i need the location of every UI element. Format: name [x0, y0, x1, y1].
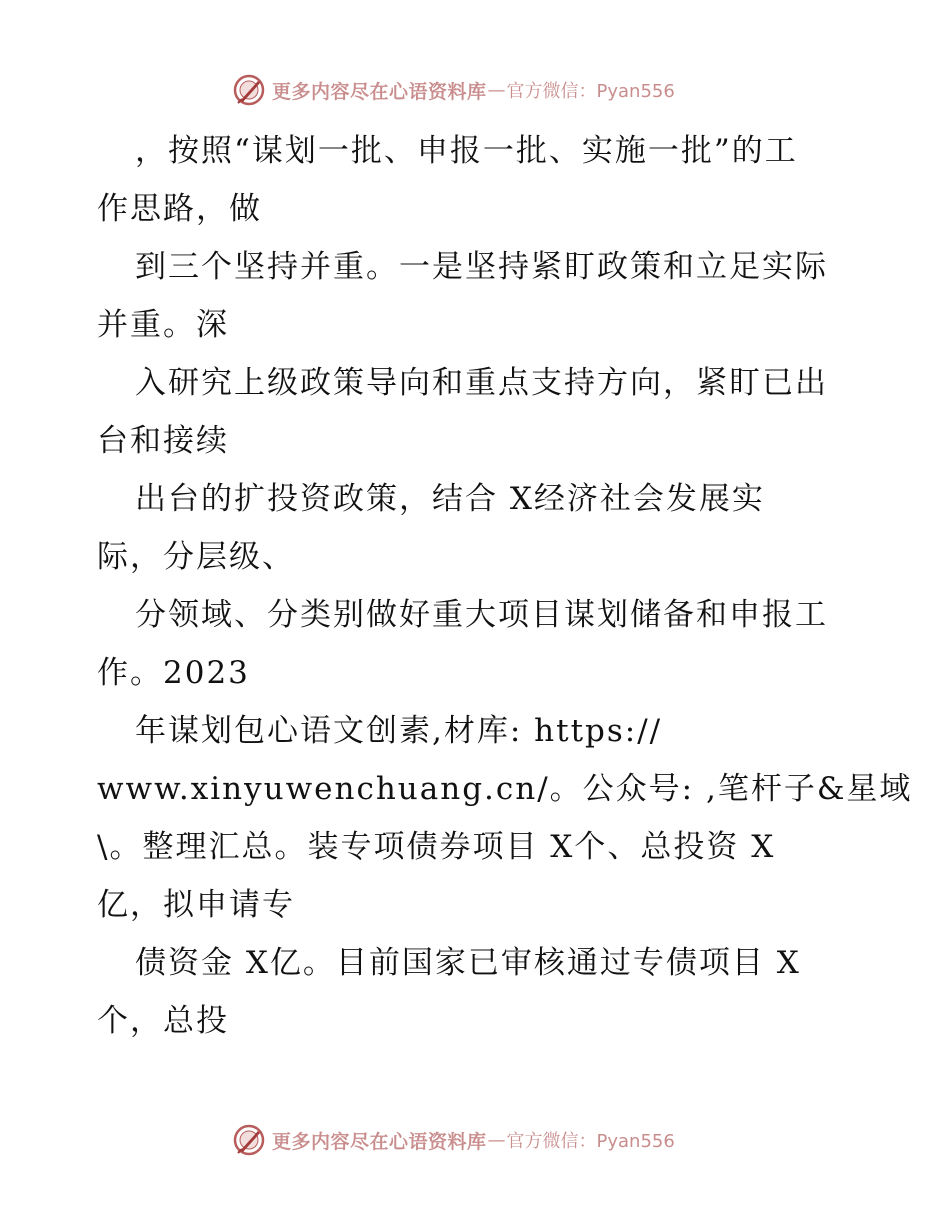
- text-line: 到三个坚持并重。一是坚持紧盯政策和立足实际: [135, 249, 828, 285]
- banner-separator: —: [487, 1129, 506, 1151]
- text-line: ，按照“谋划一批、申报一批、实施一批”的工: [135, 133, 798, 169]
- text-line: 亿，拟申请专: [97, 887, 295, 923]
- text-line: 年谋划包心语文创素,材库: https://: [135, 713, 663, 749]
- text-line: 债资金 X亿。目前国家已审核通过专债项目 X: [135, 945, 801, 981]
- seal-quill-icon: [232, 73, 266, 107]
- banner-separator: —: [487, 79, 506, 101]
- brand-text: 更多内容尽在心语资料库: [272, 1130, 487, 1153]
- text-line: 入研究上级政策导向和重点支持方向，紧盯已出: [135, 365, 828, 401]
- text-line: 作。2023: [97, 655, 250, 691]
- brand-text: 更多内容尽在心语资料库: [272, 80, 487, 103]
- text-line: \。整理汇总。装专项债券项目 X个、总投资 X: [97, 829, 776, 865]
- seal-quill-icon: [232, 1123, 266, 1157]
- wechat-id: 官方微信：Pyan556: [506, 1131, 675, 1152]
- text-line: 个，总投: [97, 1003, 229, 1039]
- text-line: 台和接续: [97, 423, 229, 459]
- document-body: [97, 122, 913, 1050]
- wechat-id: 官方微信：Pyan556: [506, 81, 675, 102]
- text-line: 作思路，做: [97, 191, 262, 227]
- header-watermark: [232, 72, 752, 108]
- text-line: 际，分层级、: [97, 539, 295, 575]
- text-line: 分领域、分类别做好重大项目谋划储备和申报工: [135, 597, 828, 633]
- text-line: 并重。深: [97, 307, 229, 343]
- text-line: www.xinyuwenchuang.cn/。公众号: ,笔杆子&星域: [97, 771, 913, 807]
- text-line: 出台的扩投资政策，结合 X经济社会发展实: [135, 481, 765, 517]
- footer-watermark: [232, 1122, 752, 1158]
